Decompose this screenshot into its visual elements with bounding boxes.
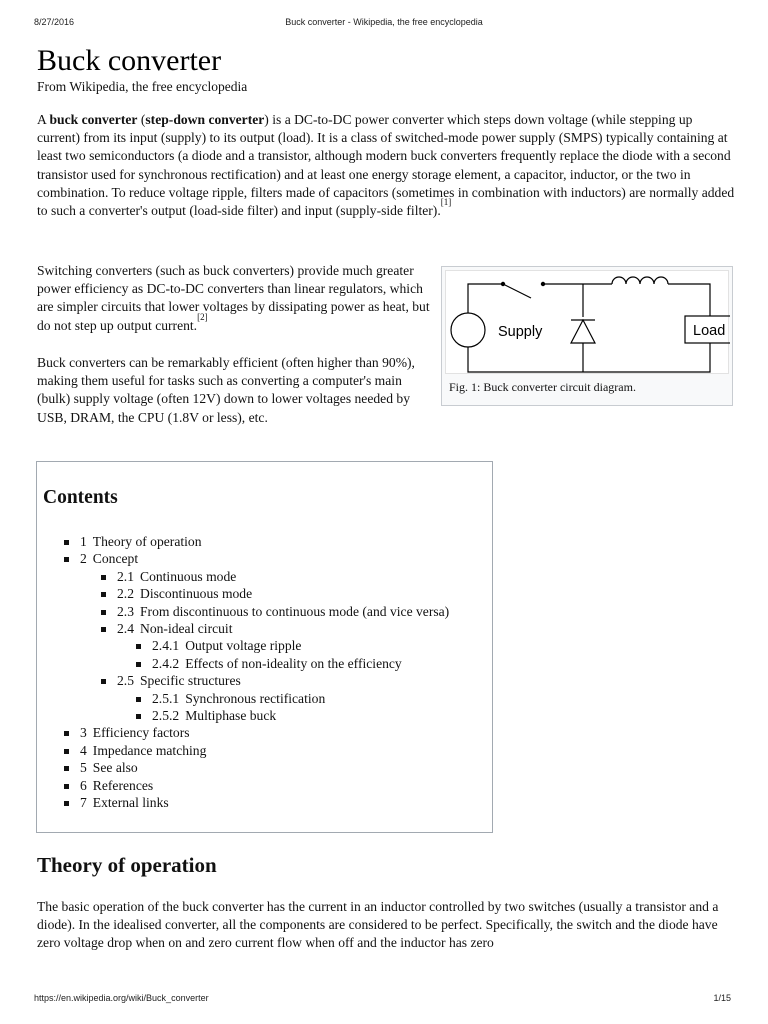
reference-1-link[interactable]: [1]	[440, 197, 452, 208]
theory-paragraph: The basic operation of the buck converter has the current in an inductor controlled by two switches (usually a transistor and a diode). In the idealised converter, all the components are considered to be perfect. Specifically, the switch and the diode have zero voltage drop when on and zero current flow when off and the inductor has zero	[37, 899, 719, 951]
supply-label: Supply	[498, 324, 543, 340]
print-header	[0, 17, 768, 31]
toc-item-impedance-matching[interactable]: 4 Impedance matching	[63, 742, 449, 759]
toc-title: Contents	[43, 487, 118, 508]
switch-contact-right	[541, 282, 545, 286]
toc-item-external-links[interactable]: 7 External links	[63, 794, 449, 811]
toc-item-references[interactable]: 6 References	[63, 777, 449, 794]
print-url[interactable]: https://en.wikipedia.org/wiki/Buck_converter	[34, 993, 209, 1003]
toc-item-effects-of-non-ideality[interactable]: 2.4.2 Effects of non-ideality on the efficiency	[135, 655, 449, 672]
efficiency-paragraph: Switching converters (such as buck converters) provide much greater power efficiency as DC-to-DC converters than linear regulators, which are simpler circuits that lower voltages by dissipating power as heat, but do not step up output current.[2]	[37, 263, 430, 333]
toc-item-concept[interactable]: 2 Concept 2.1 Continuous mode 2.2 Discontinuous mode 2.3 From discontinuous to continuous mode (and vice versa) 2.4 Non-ideal circuit 2.4.1 Output voltage ripple 2.4.2 Effects of non-ideality on the efficiency 2.5 Specific structures 2.5.1 Synchronous rectification 2.5.2 Multiphase buck	[63, 550, 449, 724]
circuit-figure	[441, 266, 733, 406]
print-window-title: Buck converter - Wikipedia, the free encyclopedia	[285, 17, 483, 27]
page-title: Buck converter	[37, 44, 222, 77]
toc-item-efficiency-factors[interactable]: 3 Efficiency factors	[63, 724, 449, 741]
page-subtitle: From Wikipedia, the free encyclopedia	[37, 79, 248, 94]
toc-item-multiphase-buck[interactable]: 2.5.2 Multiphase buck	[135, 707, 449, 724]
bold-term-buck-converter: buck converter	[49, 112, 138, 127]
toc-list	[63, 533, 449, 812]
toc-item-theory-of-operation[interactable]: 1 Theory of operation	[63, 533, 449, 550]
switch-contact-left	[501, 282, 505, 286]
toc-item-non-ideal-circuit[interactable]: 2.4 Non-ideal circuit 2.4.1 Output voltage ripple 2.4.2 Effects of non-ideality on the efficiency	[100, 620, 449, 672]
toc-item-specific-structures[interactable]: 2.5 Specific structures 2.5.1 Synchronous rectification 2.5.2 Multiphase buck	[100, 672, 449, 724]
load-label: Load	[693, 323, 726, 339]
figure-caption: Fig. 1: Buck converter circuit diagram.	[449, 380, 636, 394]
table-of-contents	[36, 461, 493, 833]
reference-2-link[interactable]: [2]	[197, 312, 208, 323]
toc-item-see-also[interactable]: 5 See also	[63, 759, 449, 776]
toc-item-discontinuous-to-continuous[interactable]: 2.3 From discontinuous to continuous mode (and vice versa)	[100, 603, 449, 620]
section-heading-theory-of-operation: Theory of operation	[37, 853, 217, 877]
print-footer	[0, 993, 768, 1007]
circuit-diagram-image[interactable]	[445, 270, 729, 374]
print-date: 8/27/2016	[34, 17, 75, 27]
bold-term-step-down-converter: step-down converter	[145, 112, 265, 127]
toc-item-discontinuous-mode[interactable]: 2.2 Discontinuous mode	[100, 585, 449, 602]
print-page-number: 1/15	[713, 993, 731, 1003]
intro-paragraph: A buck converter (step-down converter) is a DC-to-DC power converter which steps down voltage (while stepping up current) from its input (supply) to its output (load). It is a class of switched-mode power supply (SMPS) typically containing at least two semiconductors (a diode and a transistor, although modern buck converters frequently replace the diode with a second transistor used for synchronous rectification) and at least one energy storage element, a capacitor, inductor, or the two in combination. To reduce voltage ripple, filters made of capacitors (sometimes in combination with inductors) are normally added to such a converter's output (load-side filter) and input (supply-side filter).[1]	[37, 112, 735, 219]
buck-circuit-svg	[446, 271, 730, 375]
toc-item-output-voltage-ripple[interactable]: 2.4.1 Output voltage ripple	[135, 637, 449, 654]
applications-paragraph: Buck converters can be remarkably efficient (often higher than 90%), making them useful for tasks such as converting a computer's main (bulk) supply voltage (often 12V) down to lower voltages needed by USB, DRAM, the CPU (1.8V or less), etc.	[37, 355, 415, 425]
toc-item-synchronous-rectification[interactable]: 2.5.1 Synchronous rectification	[135, 690, 449, 707]
toc-item-continuous-mode[interactable]: 2.1 Continuous mode	[100, 568, 449, 585]
